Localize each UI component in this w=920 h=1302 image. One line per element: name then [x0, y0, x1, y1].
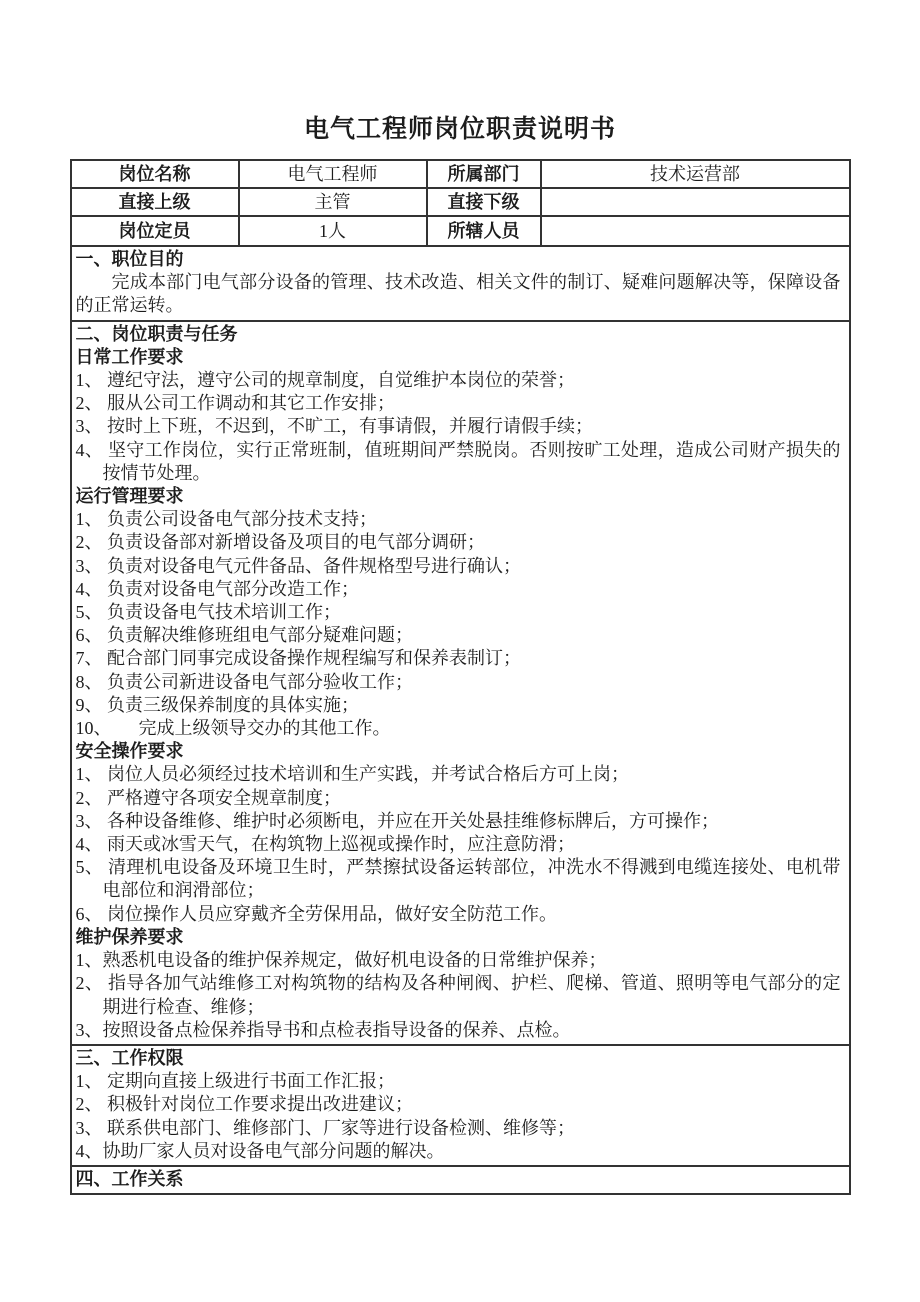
cell-direct-subordinate-label: 直接下级: [428, 189, 542, 217]
duty-item: 3、按照设备点检保养指导书和点检表指导设备的保养、点检。: [75, 1019, 571, 1040]
cell-department-label: 所属部门: [428, 161, 542, 189]
duty-item: 2、 严格遵守各项安全规章制度；: [75, 787, 341, 808]
purpose-heading: 一、职位目的: [75, 249, 184, 269]
page-title: 电气工程师岗位职责说明书: [303, 115, 616, 143]
duty-item: 2、 服从公司工作调动和其它工作安排；: [75, 393, 395, 414]
relations-heading: 四、工作关系: [75, 1168, 184, 1189]
duty-item: 9、 负责三级保养制度的具体实施；: [75, 694, 359, 715]
operation-management-subheading: 运行管理要求: [75, 486, 184, 507]
purpose-paragraph: 完成本部门电气部分设备的管理、技术改造、相关文件的制订、疑难问题解决等，保障设备的正常运转。: [75, 272, 841, 316]
duty-item: 8、 负责公司新进设备电气部分验收工作；: [75, 671, 413, 692]
duty-item: 1、 岗位人员必须经过技术培训和生产实践，并考试合格后方可上岗；: [75, 764, 629, 785]
duty-item: 3、 按时上下班，不迟到，不旷工，有事请假，并履行请假手续；: [75, 416, 593, 437]
duty-item: 4、 坚守工作岗位，实行正常班制，值班期间严禁脱岗。否则按旷工处理，造成公司财产损失的按情节处理。: [75, 439, 841, 483]
job-description-table: [70, 159, 851, 1195]
cell-managed-staff-value: [542, 217, 849, 245]
cell-position-name-label: 岗位名称: [72, 161, 240, 189]
daily-work-subheading: 日常工作要求: [75, 346, 184, 367]
cell-direct-supervisor-label: 直接上级: [72, 189, 240, 217]
duty-item: 6、 负责解决维修班组电气部分疑难问题；: [75, 625, 413, 646]
group-daily-work: [76, 346, 841, 485]
duty-item: 1、 负责公司设备电气部分技术支持；: [75, 509, 377, 530]
duty-item: 3、 负责对设备电气元件备品、备件规格型号进行确认；: [75, 555, 521, 576]
duty-item: 4、 负责对设备电气部分改造工作；: [75, 578, 359, 599]
duty-item: 4、 雨天或冰雪天气，在构筑物上巡视或操作时，应注意防滑；: [75, 834, 575, 855]
section-purpose: [72, 245, 849, 320]
authority-item: 1、 定期向直接上级进行书面工作汇报；: [75, 1071, 395, 1092]
basic-info-grid: [72, 161, 849, 245]
cell-direct-supervisor-value: 主管: [240, 189, 428, 217]
duty-item: 2、 负责设备部对新增设备及项目的电气部分调研；: [75, 532, 485, 553]
section-authority: [72, 1044, 849, 1165]
duty-item: 2、 指导各加气站维修工对构筑物的结构及各种闸阀、护栏、爬梯、管道、照明等电气部分的定期进行检查、维修；: [75, 973, 841, 1017]
cell-managed-staff-label: 所辖人员: [428, 217, 542, 245]
duty-item: 5、 清理机电设备及环境卫生时，严禁擦拭设备运转部位，冲洗水不得溅到电缆连接处、电机带电部位和润滑部位；: [75, 857, 841, 901]
group-safety-operation: [76, 740, 841, 926]
authority-item: 3、 联系供电部门、维修部门、厂家等进行设备检测、维修等；: [75, 1117, 575, 1138]
duty-item: 10、 完成上级领导交办的其他工作。: [75, 718, 391, 739]
duty-item: 1、 遵纪守法，遵守公司的规章制度，自觉维护本岗位的荣誉；: [75, 370, 575, 391]
section-relations: [72, 1165, 849, 1193]
group-maintenance: [76, 926, 841, 1042]
cell-headcount-label: 岗位定员: [72, 217, 240, 245]
cell-position-name-value: 电气工程师: [240, 161, 428, 189]
duty-item: 1、熟悉机电设备的维护保养规定，做好机电设备的日常维护保养；: [75, 950, 607, 971]
duty-item: 5、 负责设备电气技术培训工作；: [75, 602, 341, 623]
cell-headcount-value: 1人: [240, 217, 428, 245]
duty-item: 6、 岗位操作人员应穿戴齐全劳保用品，做好安全防范工作。: [75, 903, 557, 924]
authority-item: 2、 积极针对岗位工作要求提出改进建议；: [75, 1094, 413, 1115]
cell-direct-subordinate-value: [542, 189, 849, 217]
group-operation-management: [76, 485, 841, 740]
authority-item: 4、协助厂家人员对设备电气部分问题的解决。: [75, 1140, 445, 1161]
safety-operation-subheading: 安全操作要求: [75, 741, 184, 762]
authority-heading: 三、工作权限: [75, 1047, 184, 1068]
duty-item: 3、 各种设备维修、维护时必须断电，并应在开关处悬挂维修标牌后，方可操作；: [75, 810, 719, 831]
duties-heading: 二、岗位职责与任务: [75, 323, 238, 344]
section-duties: [72, 320, 849, 1044]
duty-item: 7、 配合部门同事完成设备操作规程编写和保养表制订；: [75, 648, 521, 669]
maintenance-subheading: 维护保养要求: [75, 926, 184, 947]
cell-department-value: 技术运营部: [542, 161, 849, 189]
